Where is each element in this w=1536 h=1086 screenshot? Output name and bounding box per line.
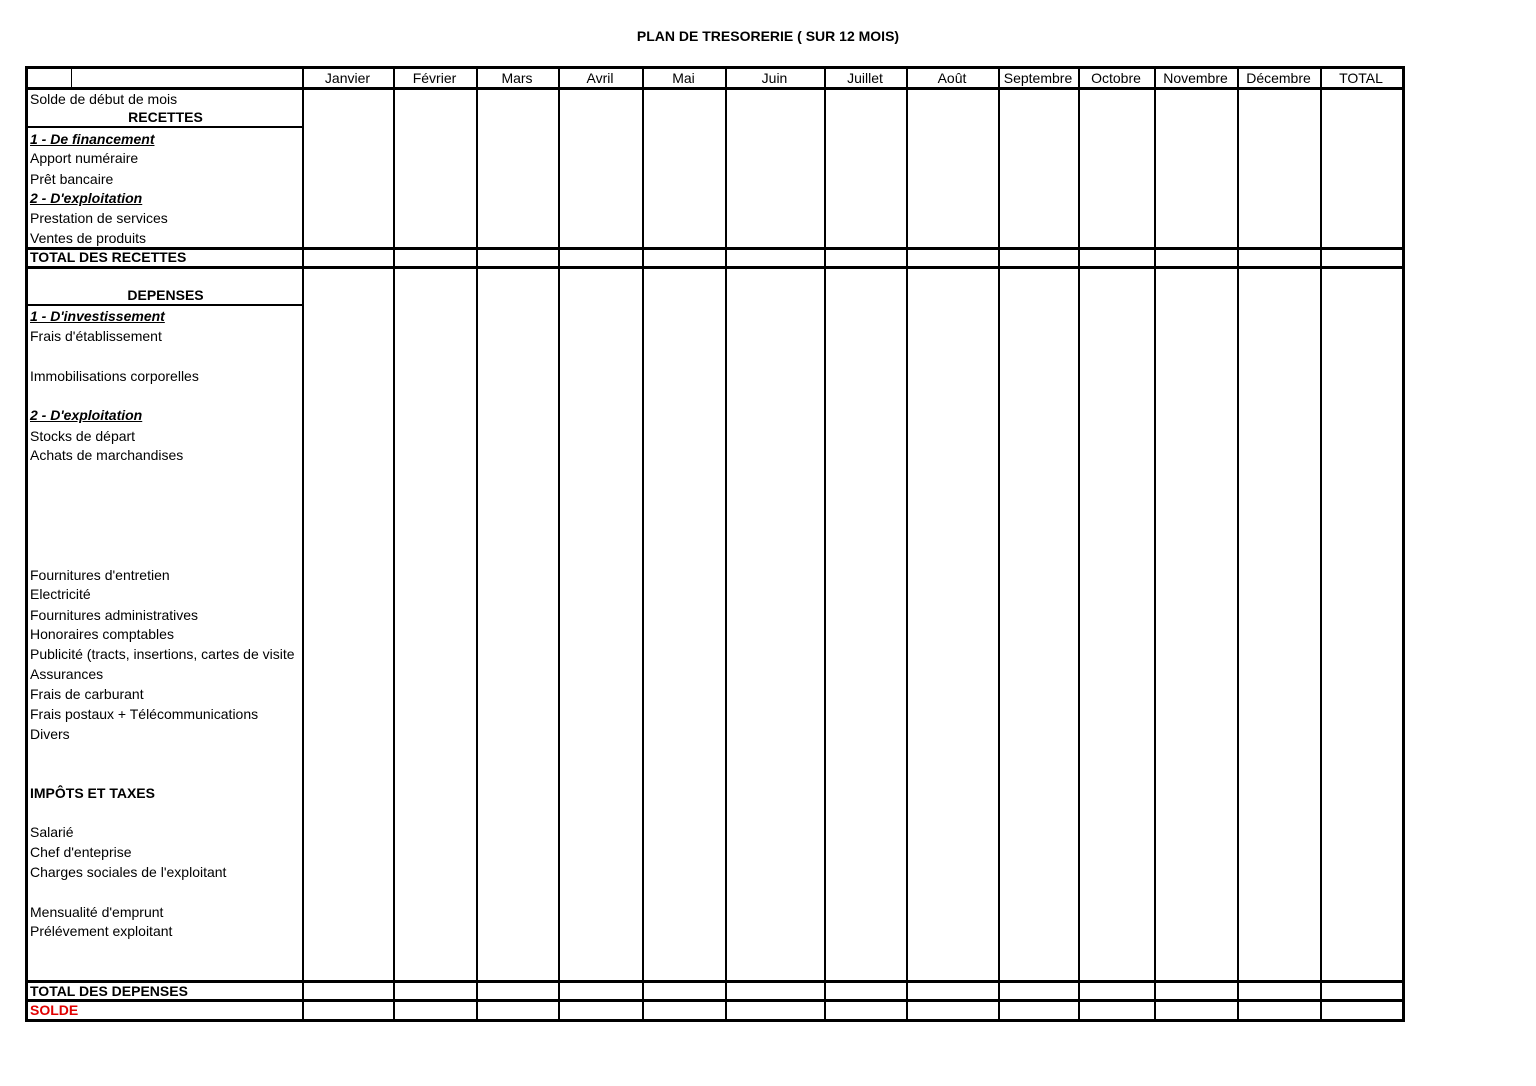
row-ventes: Ventes de produits — [30, 230, 146, 246]
page-title: PLAN DE TRESORERIE ( SUR 12 MOIS) — [636, 28, 900, 44]
section-recettes: RECETTES — [128, 109, 203, 125]
column-divider — [393, 66, 395, 1021]
column-divider — [824, 66, 826, 1021]
subsection-investissement: 1 - D'investissement — [30, 308, 165, 324]
row-mensualite: Mensualité d'emprunt — [30, 904, 164, 920]
recettes-total-top — [25, 247, 1405, 250]
column-divider — [906, 66, 908, 1021]
depenses-total-top — [25, 980, 1405, 983]
row-achats: Achats de marchandises — [30, 447, 184, 463]
month-header-2: Mars — [501, 70, 533, 86]
column-divider — [642, 66, 644, 1021]
subsection-exploitation-recettes: 2 - D'exploitation — [30, 190, 143, 206]
recettes-total-bottom — [25, 266, 1405, 269]
row-solde: SOLDE — [30, 1002, 79, 1018]
month-header-0: Janvier — [324, 70, 371, 86]
row-prelevement: Prélévement exploitant — [30, 923, 173, 939]
row-total-recettes: TOTAL DES RECETTES — [30, 249, 187, 265]
month-header-8: Septembre — [1003, 70, 1073, 86]
column-divider — [1237, 66, 1239, 1021]
table-border-right — [1402, 66, 1405, 1021]
solde-top — [25, 999, 1405, 1002]
header-separator — [25, 87, 1405, 90]
row-divers: Divers — [30, 726, 70, 742]
column-divider — [558, 66, 560, 1021]
month-header-12: TOTAL — [1339, 70, 1383, 86]
column-divider — [1320, 66, 1322, 1021]
column-divider — [1154, 66, 1156, 1021]
depenses-heading-underline — [25, 304, 302, 306]
row-honoraires: Honoraires comptables — [30, 626, 174, 642]
row-frais-postaux: Frais postaux + Télécommunications — [30, 706, 259, 722]
column-divider — [476, 66, 478, 1021]
subsection-financement: 1 - De financement — [30, 131, 155, 147]
row-apport: Apport numéraire — [30, 150, 139, 166]
recettes-heading-underline — [25, 126, 302, 128]
table-border-left — [25, 66, 28, 1021]
column-divider — [1078, 66, 1080, 1021]
row-solde-debut: Solde de début de mois — [30, 91, 178, 107]
month-header-7: Août — [937, 70, 967, 86]
row-electricite: Electricité — [30, 586, 91, 602]
month-header-4: Mai — [672, 70, 695, 86]
row-chef: Chef d'enteprise — [30, 844, 132, 860]
row-fournitures-entretien: Fournitures d'entretien — [30, 567, 170, 583]
month-header-10: Novembre — [1163, 70, 1228, 86]
row-assurances: Assurances — [30, 666, 104, 682]
month-header-6: Juillet — [847, 70, 883, 86]
row-prestation: Prestation de services — [30, 210, 168, 226]
subsection-exploitation-depenses: 2 - D'exploitation — [30, 407, 143, 423]
month-header-5: Juin — [761, 70, 788, 86]
month-header-9: Octobre — [1091, 70, 1141, 86]
row-publicite: Publicité (tracts, insertions, cartes de visite — [30, 646, 295, 662]
row-salarie: Salarié — [30, 824, 74, 840]
row-carburant: Frais de carburant — [30, 686, 144, 702]
table-border-top — [25, 66, 1405, 69]
row-immobilisations: Immobilisations corporelles — [30, 368, 199, 384]
column-divider — [725, 66, 727, 1021]
month-header-11: Décembre — [1246, 70, 1311, 86]
column-divider — [302, 66, 304, 1021]
section-depenses: DEPENSES — [127, 287, 204, 303]
row-stocks: Stocks de départ — [30, 428, 136, 444]
column-divider — [998, 66, 1000, 1021]
row-pret: Prêt bancaire — [30, 171, 114, 187]
header-label-divider — [71, 66, 72, 88]
row-impots: IMPÔTS ET TAXES — [30, 785, 155, 801]
row-fournitures-admin: Fournitures administratives — [30, 607, 199, 623]
row-charges-sociales: Charges sociales de l'exploitant — [30, 864, 227, 880]
row-total-depenses: TOTAL DES DEPENSES — [30, 983, 188, 999]
month-header-3: Avril — [586, 70, 614, 86]
month-header-1: Février — [412, 70, 457, 86]
table-border-bottom — [25, 1019, 1405, 1022]
row-frais-etablissement: Frais d'établissement — [30, 328, 162, 344]
